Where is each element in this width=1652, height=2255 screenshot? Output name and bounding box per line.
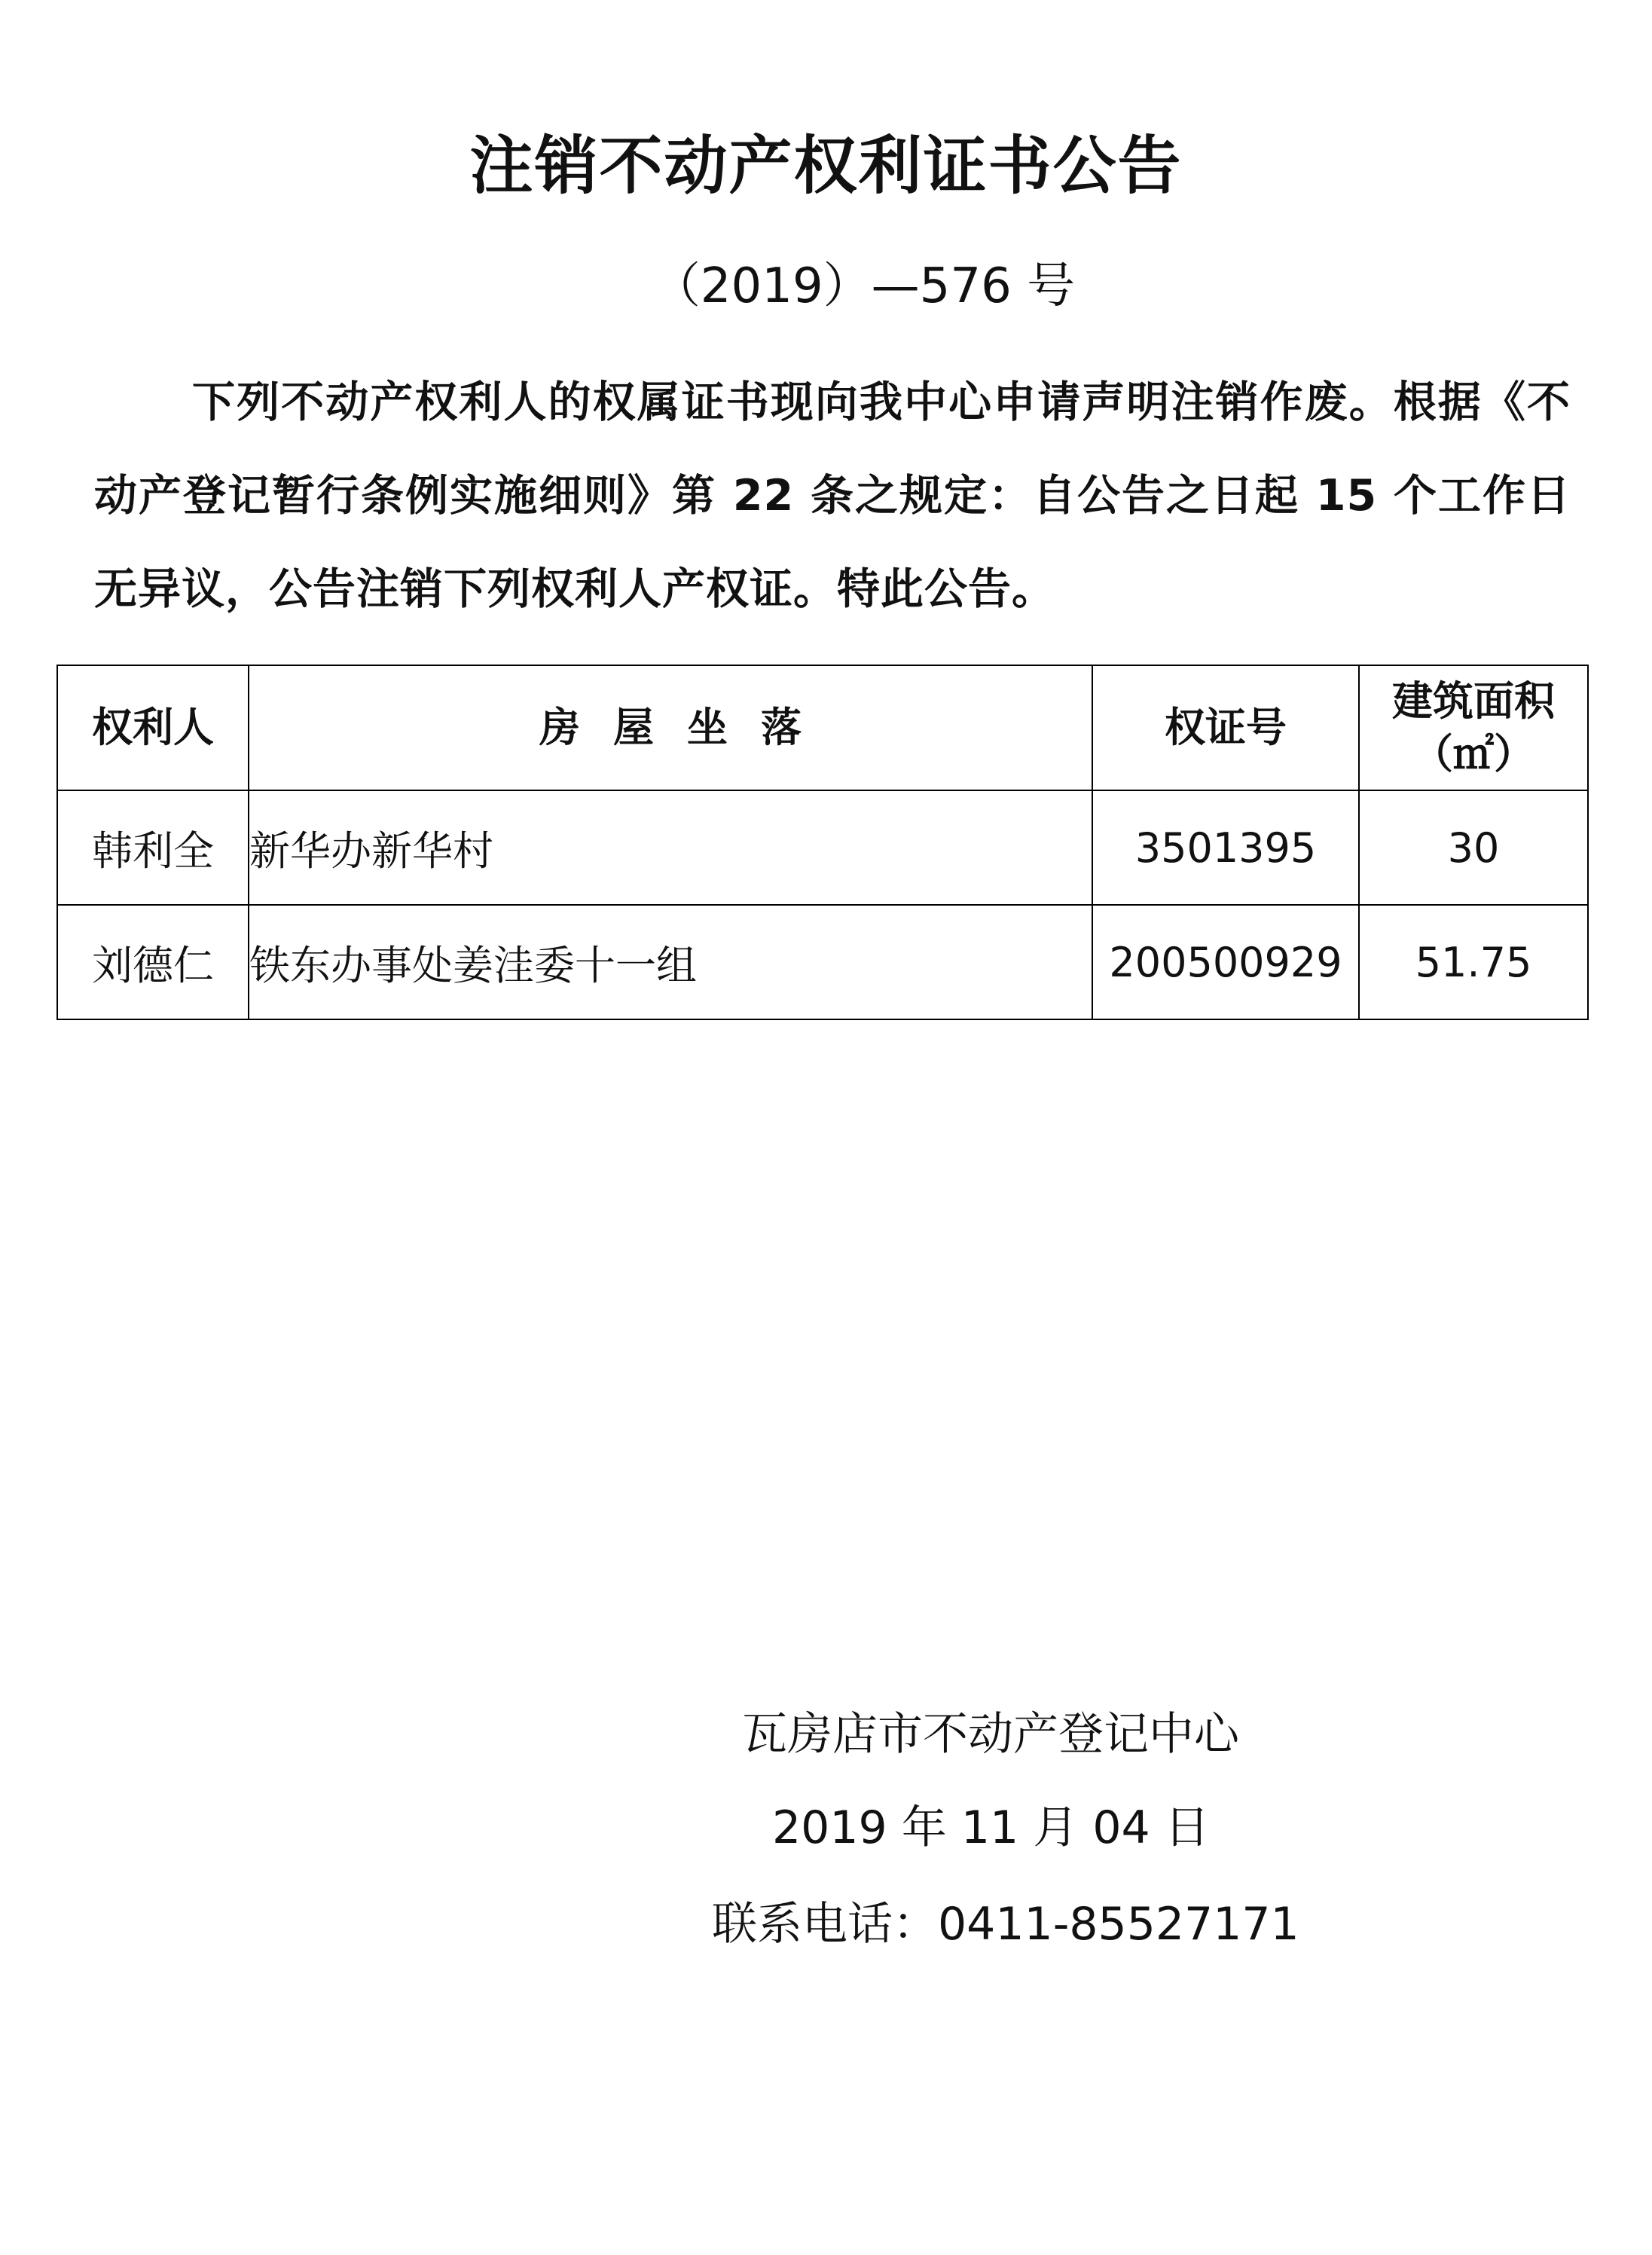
cell-address: 铁东办事处姜洼委十一组 [249,905,1092,1019]
table-row [57,905,1588,1019]
cell-area: 30 [1359,790,1588,905]
table-header-row [57,665,1588,790]
contact-phone: 联系电话：0411-85527171 [712,1898,1299,1951]
notice-body: 下列不动产权利人的权属证书现向我中心申请声明注销作废。根据《不动产登记暂行条例实施细则》第 22 条之规定：自公告之日起 15 个工作日无异议，公告注销下列权利人产权证。特此公告。 [94,377,1571,614]
header-address-label: 房屋坐落 [539,703,835,751]
header-address [249,665,1092,790]
certificate-table [56,665,1589,1020]
issuing-organization: 瓦房店市不动产登记中心 [742,1708,1239,1761]
issue-date: 2019 年 11 月 04 日 [772,1801,1210,1854]
header-owner: 权利人 [57,665,249,790]
table-row [57,790,1588,905]
cell-area: 51.75 [1359,905,1588,1019]
cell-cert-no: 200500929 [1092,905,1359,1019]
cell-cert-no: 3501395 [1092,790,1359,905]
notice-title: 注销不动产权利证书公告 [469,129,1183,203]
header-area-unit: （㎡） [1412,730,1534,778]
cell-owner: 刘德仁 [57,905,249,1019]
header-cert-no: 权证号 [1092,665,1359,790]
header-area-label: 建筑面积 [1392,677,1555,725]
cell-owner: 韩利全 [57,790,249,905]
notice-number: （2019）—576 号 [652,258,1076,314]
header-area [1359,665,1588,790]
cell-address: 新华办新华村 [249,790,1092,905]
